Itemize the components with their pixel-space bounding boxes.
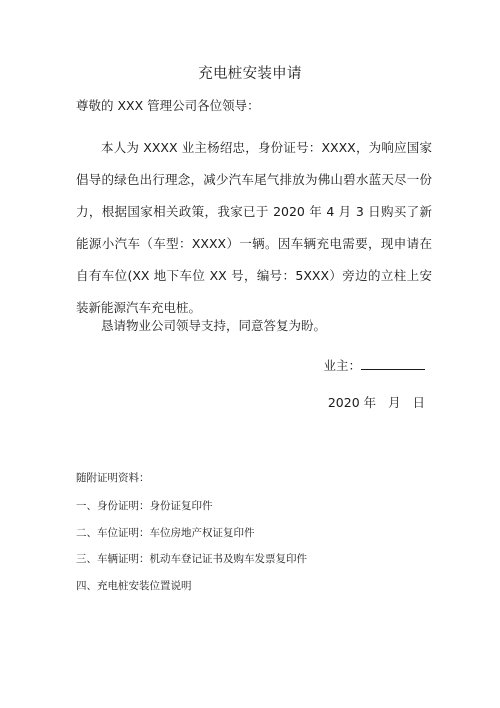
attachment-item: 一、身份证明：身份证复印件	[76, 500, 213, 512]
attachments-section	[76, 470, 307, 605]
signature-blank	[361, 357, 425, 370]
owner-signature-line	[323, 356, 425, 374]
attachment-item: 三、车辆证明：机动车登记证书及购车发票复印件	[76, 553, 307, 565]
attachments-heading: 随附证明资料：	[76, 472, 150, 484]
owner-label: 业主：	[323, 358, 361, 373]
date-line: 2020 年 月 日	[327, 395, 425, 410]
body-paragraph: 本人为 XXXX 业主杨绍忠，身份证号：XXXX，为响应国家倡导的绿色出行理念，减少汽车尾气排放为佛山碧水蓝天尽一份力，根据国家相关政策，我家已于 2020 年 4 月 3 日购买了新能源小汽车（车型：XXXX）一辆。因车辆充电需要，现申请在自有车位(XX 地下车位 XX 号，编号：5XXX）旁边的立柱上安装新能源汽车充电桩。	[76, 140, 432, 315]
salutation: 尊敬的 XXX 管理公司各位领导：	[76, 98, 260, 113]
request-line: 恳请物业公司领导支持，同意答复为盼。	[101, 318, 327, 333]
attachments-list	[76, 499, 307, 605]
document-title: 充电桩安装申请	[198, 66, 302, 82]
attachment-item: 四、充电桩安装位置说明	[76, 579, 192, 592]
body-paragraph-container	[76, 132, 432, 324]
attachment-item: 二、车位证明：车位房地产权证复印件	[76, 526, 255, 539]
